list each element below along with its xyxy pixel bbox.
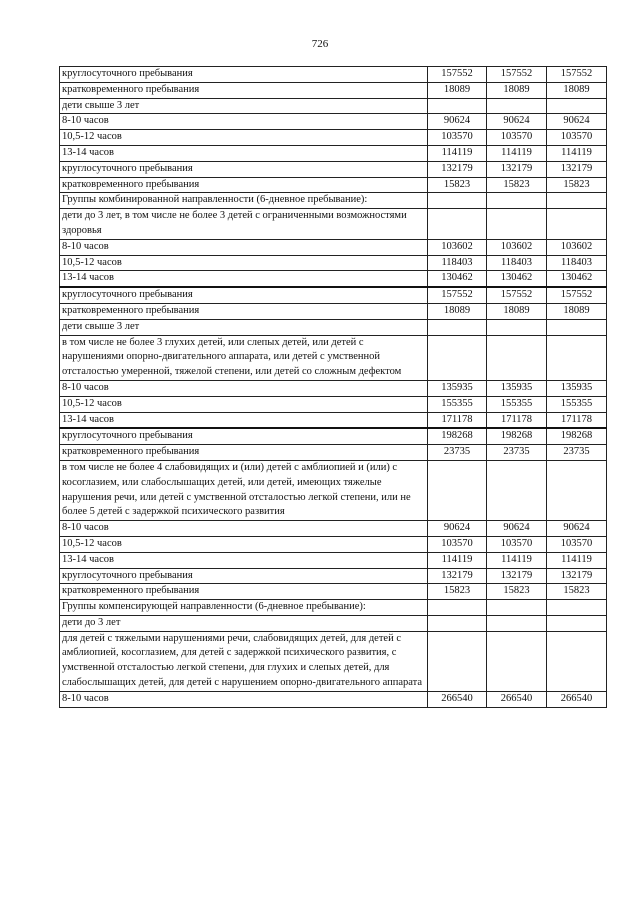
value-cell [547,98,607,114]
table-row [60,319,607,335]
table-row [60,255,607,271]
table-row [60,552,607,568]
row-label: 13-14 часов [60,552,428,568]
table-row [60,161,607,177]
value-cell: 103602 [487,239,547,255]
value-cell: 18089 [428,82,487,98]
table-row [60,600,607,616]
value-cell [428,98,487,114]
page-number: 726 [311,38,329,50]
row-label: 13-14 часов [60,271,428,287]
table-row [60,303,607,319]
value-cell: 18089 [428,303,487,319]
value-cell: 103602 [547,239,607,255]
value-cell [487,319,547,335]
value-cell [547,600,607,616]
value-cell: 18089 [487,82,547,98]
value-cell: 114119 [547,552,607,568]
value-cell: 114119 [487,145,547,161]
value-cell: 90624 [428,114,487,130]
value-cell [547,615,607,631]
row-label: 8-10 часов [60,521,428,537]
row-label: круглосуточного пребывания [60,568,428,584]
value-cell: 130462 [428,271,487,287]
row-label: круглосуточного пребывания [60,287,428,303]
value-cell: 90624 [428,521,487,537]
rates-table [59,66,607,708]
table-row [60,114,607,130]
value-cell: 15823 [428,584,487,600]
value-cell: 132179 [428,568,487,584]
value-cell: 15823 [428,177,487,193]
value-cell: 103570 [547,536,607,552]
value-cell: 90624 [487,521,547,537]
value-cell: 155355 [547,396,607,412]
value-cell [487,209,547,240]
row-label: кратковременного пребывания [60,584,428,600]
value-cell: 103570 [428,536,487,552]
value-cell: 198268 [428,428,487,444]
value-cell: 266540 [547,691,607,707]
value-cell: 23735 [547,445,607,461]
value-cell: 103570 [487,130,547,146]
row-label: дети до 3 лет, в том числе не более 3 детей с ограниченными возможностями здоровья [60,209,428,240]
value-cell: 132179 [487,161,547,177]
row-label: 13-14 часов [60,412,428,428]
table-row [60,460,607,520]
value-cell: 118403 [428,255,487,271]
value-cell: 198268 [487,428,547,444]
table-row [60,584,607,600]
value-cell [428,460,487,520]
row-label: кратковременного пребывания [60,303,428,319]
row-label: круглосуточного пребывания [60,161,428,177]
value-cell: 90624 [547,114,607,130]
row-label: 13-14 часов [60,145,428,161]
table-row [60,335,607,380]
value-cell [428,193,487,209]
value-cell: 118403 [547,255,607,271]
value-cell: 130462 [547,271,607,287]
value-cell [547,460,607,520]
value-cell: 157552 [428,287,487,303]
value-cell: 90624 [487,114,547,130]
value-cell: 198268 [547,428,607,444]
row-label: в том числе не более 4 слабовидящих и (или) детей с амблиопией и (или) с косоглазием, или слабослышащих детей, или детей, имеющих тяжелые нарушения речи, или детей с умственной отсталостью легкой степени, или не более 5 детей с задержкой психического развития [60,460,428,520]
value-cell: 171178 [547,412,607,428]
value-cell: 266540 [487,691,547,707]
table-row [60,177,607,193]
table-row [60,209,607,240]
value-cell [428,209,487,240]
value-cell: 15823 [487,584,547,600]
row-label: 8-10 часов [60,380,428,396]
value-cell: 171178 [428,412,487,428]
row-label: кратковременного пребывания [60,177,428,193]
value-cell: 157552 [487,287,547,303]
value-cell: 266540 [428,691,487,707]
row-label: для детей с тяжелыми нарушениями речи, слабовидящих детей, для детей с амблиопией, косоглазием, для детей с задержкой психического развития, с умственной отсталостью легкой степени, для глухих и слепых детей, для слабослышащих детей, для детей с нарушением опорно-двигательного аппарата [60,631,428,691]
value-cell: 103602 [428,239,487,255]
table-row [60,130,607,146]
value-cell: 132179 [547,568,607,584]
value-cell: 157552 [487,67,547,83]
table-row [60,67,607,83]
value-cell: 103570 [428,130,487,146]
value-cell: 135935 [547,380,607,396]
value-cell: 18089 [547,303,607,319]
value-cell [487,193,547,209]
value-cell: 103570 [547,130,607,146]
value-cell: 18089 [547,82,607,98]
table-row [60,521,607,537]
value-cell: 103570 [487,536,547,552]
value-cell [428,615,487,631]
row-label: 8-10 часов [60,114,428,130]
row-label: кратковременного пребывания [60,445,428,461]
value-cell [547,209,607,240]
table-row [60,631,607,691]
value-cell: 135935 [487,380,547,396]
table-row [60,145,607,161]
value-cell [547,193,607,209]
row-label: дети до 3 лет [60,615,428,631]
value-cell [487,615,547,631]
row-label: Группы комбинированной направленности (6-дневное пребывание): [60,193,428,209]
table-row [60,82,607,98]
value-cell: 23735 [487,445,547,461]
value-cell: 90624 [547,521,607,537]
rates-table-body [60,67,607,708]
value-cell: 114119 [428,552,487,568]
table-row [60,193,607,209]
value-cell: 155355 [428,396,487,412]
value-cell [487,98,547,114]
table-row [60,568,607,584]
row-label: 8-10 часов [60,691,428,707]
value-cell [547,631,607,691]
value-cell [487,335,547,380]
value-cell [487,631,547,691]
value-cell: 114119 [547,145,607,161]
value-cell [547,319,607,335]
value-cell: 15823 [547,584,607,600]
value-cell: 23735 [428,445,487,461]
row-label: круглосуточного пребывания [60,428,428,444]
value-cell: 15823 [487,177,547,193]
row-label: дети свыше 3 лет [60,319,428,335]
value-cell: 15823 [547,177,607,193]
table-row [60,287,607,303]
value-cell: 114119 [428,145,487,161]
row-label: Группы компенсирующей направленности (6-дневное пребывание): [60,600,428,616]
value-cell: 135935 [428,380,487,396]
row-label: 10,5-12 часов [60,536,428,552]
row-label: кратковременного пребывания [60,82,428,98]
value-cell [428,631,487,691]
value-cell: 18089 [487,303,547,319]
table-row [60,412,607,428]
table-row [60,396,607,412]
value-cell [428,600,487,616]
value-cell: 157552 [547,287,607,303]
value-cell: 157552 [547,67,607,83]
row-label: 10,5-12 часов [60,396,428,412]
row-label: 10,5-12 часов [60,255,428,271]
table-row [60,428,607,444]
value-cell [487,460,547,520]
table-row [60,98,607,114]
table-row [60,271,607,287]
table-row [60,536,607,552]
value-cell [428,335,487,380]
row-label: круглосуточного пребывания [60,67,428,83]
table-row [60,239,607,255]
value-cell: 132179 [487,568,547,584]
value-cell: 130462 [487,271,547,287]
value-cell: 132179 [428,161,487,177]
value-cell: 155355 [487,396,547,412]
row-label: в том числе не более 3 глухих детей, или слепых детей, или детей с нарушениями опорно-двигательного аппарата, или детей с умственной отсталостью умеренной, тяжелой степени, или детей со сложным дефектом [60,335,428,380]
value-cell: 171178 [487,412,547,428]
value-cell [428,319,487,335]
row-label: дети свыше 3 лет [60,98,428,114]
table-row [60,691,607,707]
row-label: 8-10 часов [60,239,428,255]
table-row [60,615,607,631]
table-row [60,445,607,461]
value-cell [547,335,607,380]
value-cell [487,600,547,616]
value-cell: 118403 [487,255,547,271]
value-cell: 114119 [487,552,547,568]
row-label: 10,5-12 часов [60,130,428,146]
table-row [60,380,607,396]
value-cell: 157552 [428,67,487,83]
value-cell: 132179 [547,161,607,177]
